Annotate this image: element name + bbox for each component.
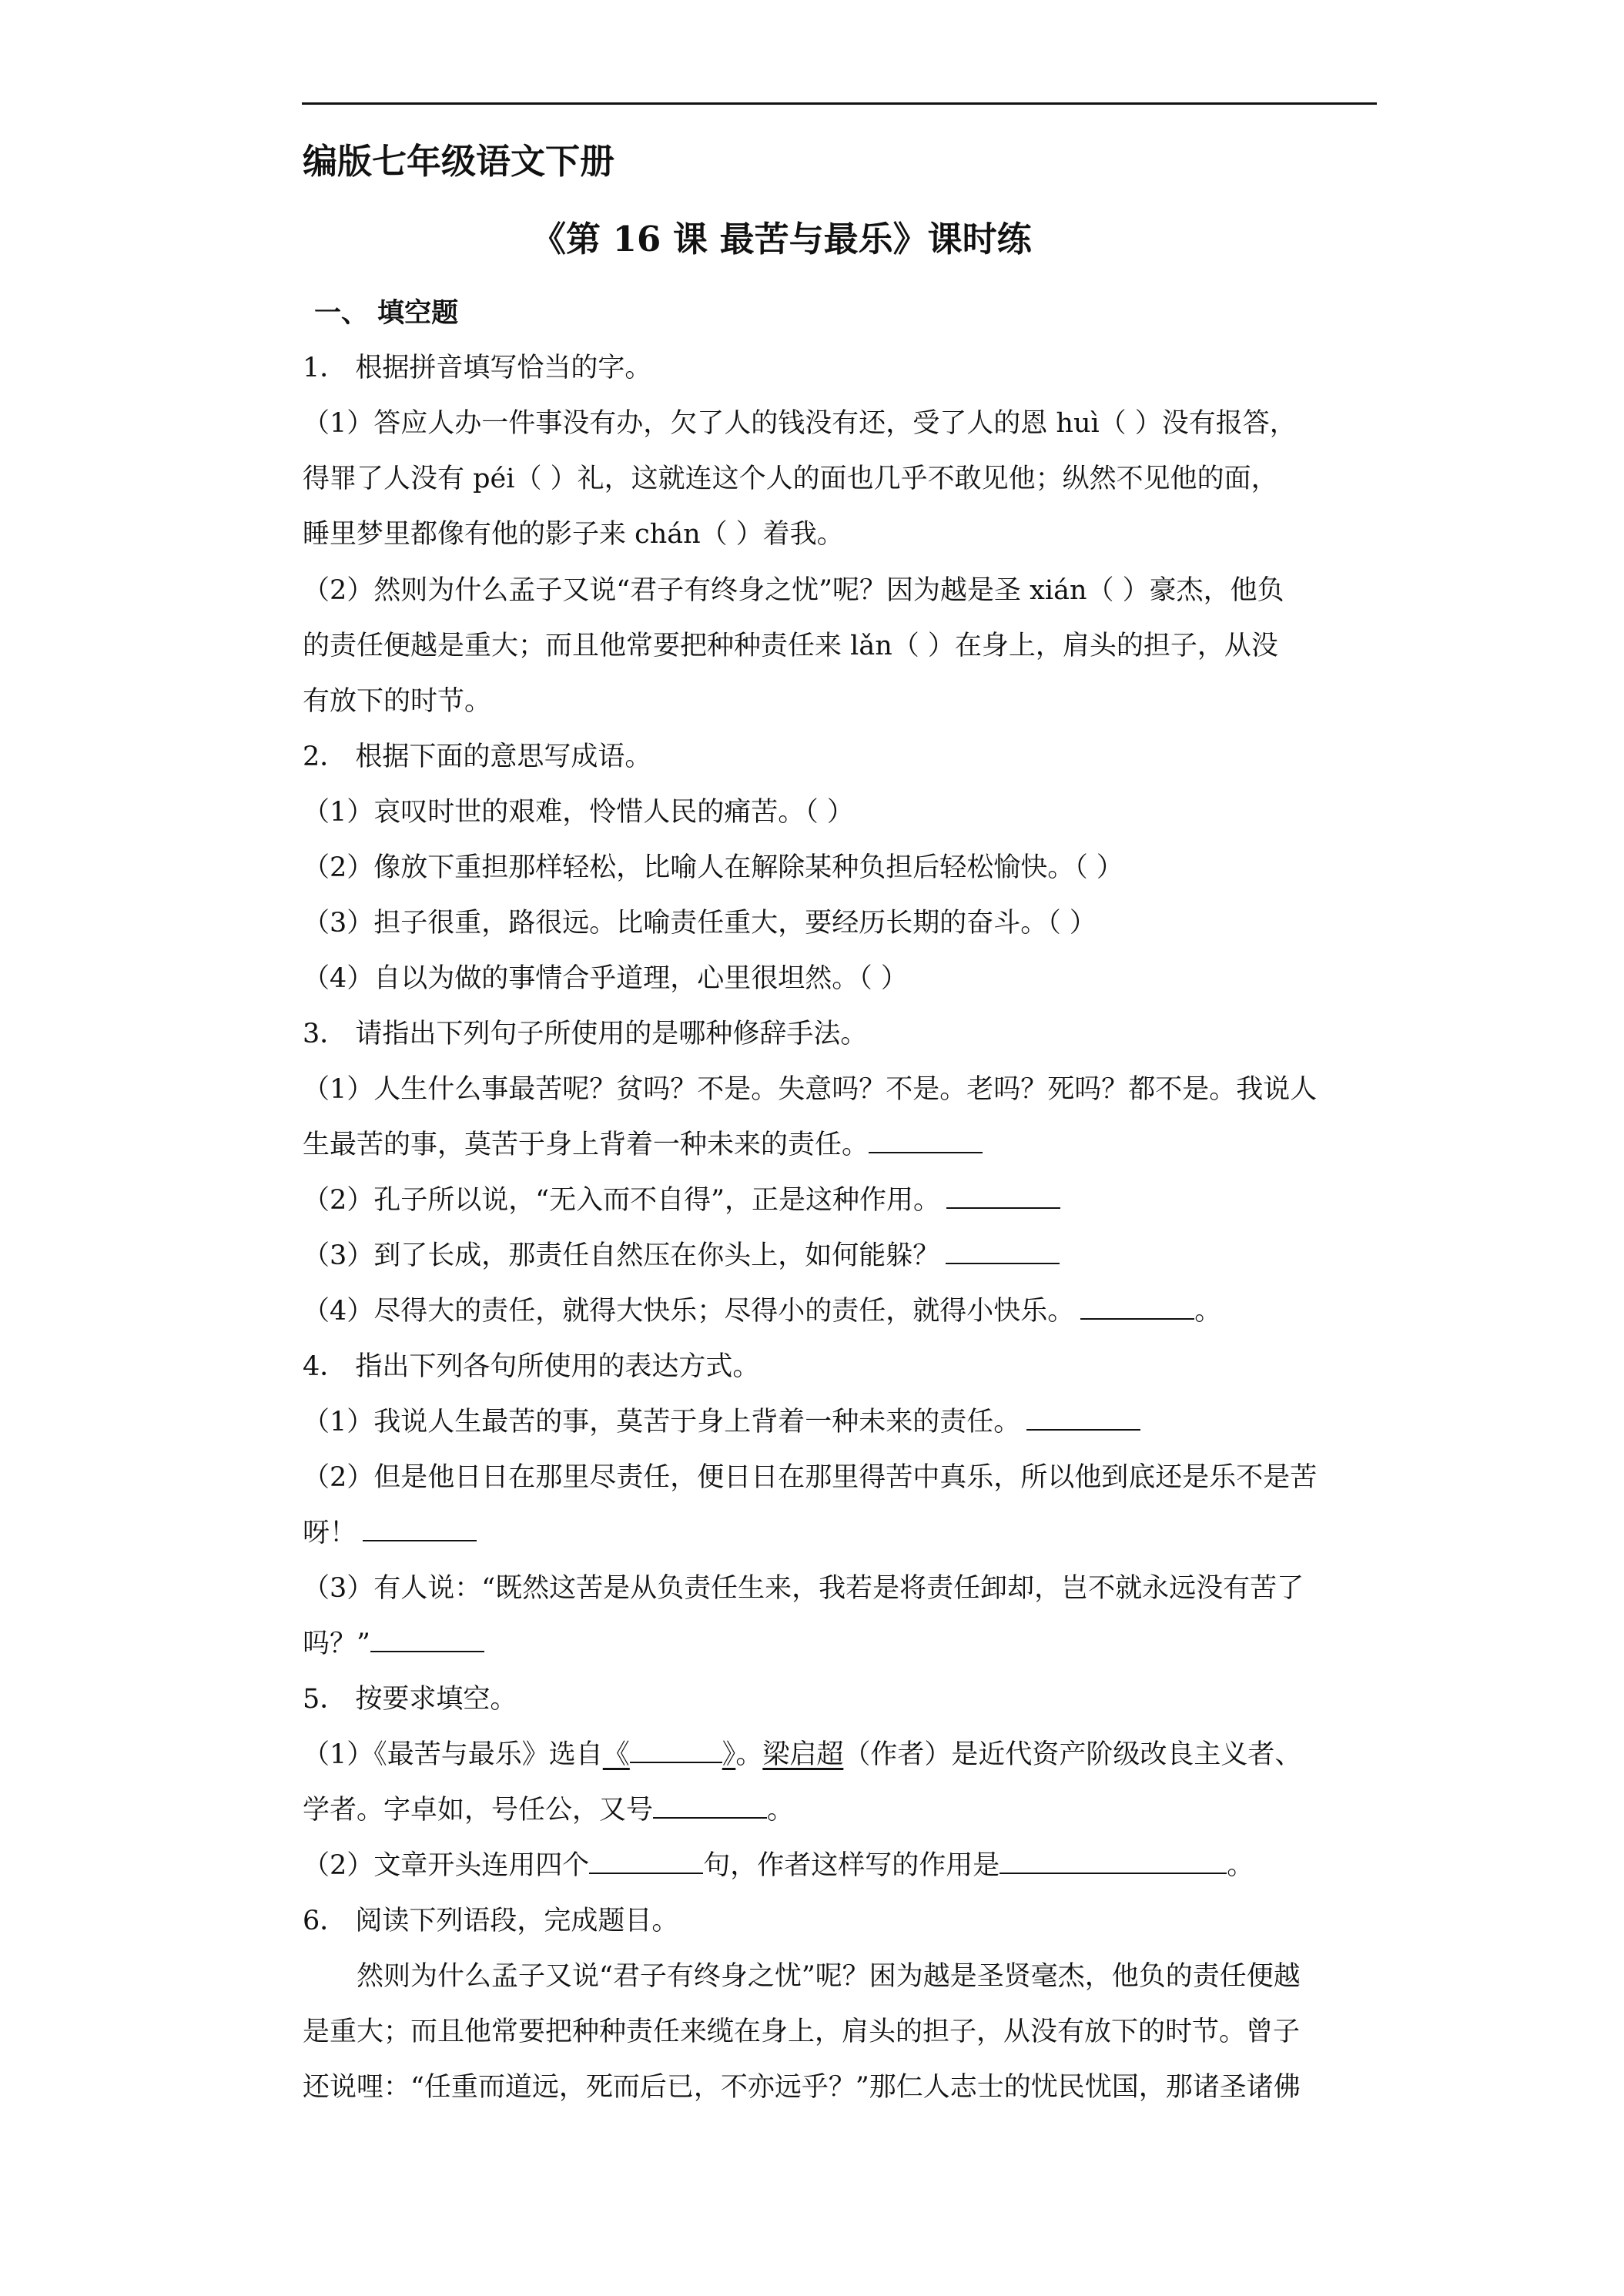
passage-line3: 还说哩：“任重而道远，死而后已，不亦远乎？”那仁人志士的忧民忧国，那诸圣诸佛 <box>303 2072 1301 2103</box>
q2-part2: （2）像放下重担那样轻松，比喻人在解除某种负担后轻松愉快。（ ） <box>303 852 1123 883</box>
header-rule <box>302 102 1377 105</box>
passage-line2: 是重大；而且他常要把种种责任来缆在身上，肩头的担子，从没有放下的时节。曾子 <box>303 2017 1301 2047</box>
q1-part1-line1: （1）答应人办一件事没有办，欠了人的钱没有还，受了人的恩 huì（ ）没有报答， <box>303 408 1297 439</box>
q5-part2-text-a: （2）文章开头连用四个 <box>303 1850 590 1881</box>
answer-blank[interactable] <box>363 1517 477 1541</box>
q5-source-open: 《 <box>602 1739 630 1770</box>
q3-part2 <box>303 1183 1060 1217</box>
q1-part1-line2: 得罪了人没有 péi（ ）礼，这就连这个人的面也几乎不敢见他；纵然不见他的面， <box>303 464 1278 494</box>
q4-part3-text: 吗？” <box>303 1628 370 1659</box>
q1-part2-line3: 有放下的时节。 <box>303 686 492 717</box>
answer-blank[interactable] <box>370 1628 484 1652</box>
q4-part2-line2 <box>303 1516 477 1550</box>
q2-part4: （4）自以为做的事情合乎道理，心里很坦然。（ ） <box>303 963 908 994</box>
lesson-title: 《第 16 课 最苦与最乐》课时练 <box>531 219 1032 259</box>
q5-part2-text-b: 句，作者这样写的作用是 <box>703 1850 1000 1881</box>
q4-part3-line2 <box>303 1627 484 1661</box>
q5-part1-line2-end: 。 <box>767 1795 795 1826</box>
q3-part4 <box>303 1294 1221 1328</box>
q5-part2-end: 。 <box>1227 1850 1254 1881</box>
answer-blank[interactable] <box>630 1739 722 1763</box>
q3-part2-text: （2）孔子所以说，“无入而不自得”，正是这种作用。 <box>303 1185 941 1216</box>
q2-part1: （1）哀叹时世的艰难，怜惜人民的痛苦。（ ） <box>303 797 854 828</box>
question-2-stem: 2． 根据下面的意思写成语。 <box>303 741 652 772</box>
answer-blank[interactable] <box>1000 1849 1227 1874</box>
answer-blank[interactable] <box>1026 1406 1140 1431</box>
q5-author-desc: （作者）是近代资产阶级改良主义者、 <box>843 1739 1302 1770</box>
question-5-stem: 5． 按要求填空。 <box>303 1684 517 1715</box>
document-title: 编版七年级语文下册 <box>303 141 615 182</box>
answer-blank[interactable] <box>1080 1295 1194 1320</box>
q4-part1-text: （1）我说人生最苦的事，莫苦于身上背着一种未来的责任。 <box>303 1407 1021 1438</box>
q5-period: 。 <box>735 1739 763 1770</box>
q5-author-name: 梁启超 <box>762 1739 844 1770</box>
q5-part1-line2-text: 学者。字卓如，号任公，又号 <box>303 1795 654 1826</box>
q2-part3: （3）担子很重，路很远。比喻责任重大，要经历长期的奋斗。（ ） <box>303 908 1097 939</box>
answer-blank[interactable] <box>946 1184 1060 1209</box>
answer-blank[interactable] <box>946 1240 1060 1264</box>
q3-part3 <box>303 1239 1060 1273</box>
q3-part1-line2 <box>303 1128 983 1162</box>
q4-part1 <box>303 1405 1140 1439</box>
question-1-stem: 1． 根据拼音填写恰当的字。 <box>303 353 652 383</box>
q4-part2-line1: （2）但是他日日在那里尽责任，便日日在那里得苦中真乐，所以他到底还是乐不是苦 <box>303 1462 1318 1493</box>
q3-part3-text: （3）到了长成，那责任自然压在你头上，如何能躲？ <box>303 1240 940 1271</box>
q1-part2-line1: （2）然则为什么孟子又说“君子有终身之忧”呢？因为越是圣 xián（ ）豪杰，他负 <box>303 575 1284 606</box>
q3-part1-text: 生最苦的事，莫苦于身上背着一种未来的责任。 <box>303 1130 869 1160</box>
q5-part2 <box>303 1849 1254 1883</box>
q4-part2-text: 呀！ <box>303 1518 357 1548</box>
q1-part1-line3: 睡里梦里都像有他的影子来 chán（ ）着我。 <box>303 519 844 550</box>
answer-blank[interactable] <box>869 1129 983 1153</box>
q3-part4-end: 。 <box>1194 1296 1222 1327</box>
q5-part1-text: （1）《最苦与最乐》选自 <box>303 1739 603 1770</box>
question-4-stem: 4． 指出下列各句所使用的表达方式。 <box>303 1351 760 1382</box>
answer-blank[interactable] <box>653 1794 767 1819</box>
q3-part1-line1: （1）人生什么事最苦呢？贫吗？不是。失意吗？不是。老吗？死吗？都不是。我说人 <box>303 1074 1318 1105</box>
q5-part1-line2 <box>303 1793 794 1827</box>
answer-blank[interactable] <box>589 1849 703 1874</box>
q1-part2-line2: 的责任便越是重大；而且他常要把种种责任来 lǎn（ ）在身上，肩头的担子，从没 <box>303 631 1278 661</box>
q4-part3-line1: （3）有人说：“既然这苦是从负责任生来，我若是将责任卸却，岂不就永远没有苦了 <box>303 1573 1304 1604</box>
q3-part4-text: （4）尽得大的责任，就得大快乐；尽得小的责任，就得小快乐。 <box>303 1296 1075 1327</box>
q5-part1-line1 <box>303 1738 1301 1772</box>
passage-line1: 然则为什么孟子又说“君子有终身之忧”呢？困为越是圣贤毫杰，他负的责任便越 <box>357 1961 1301 1992</box>
question-3-stem: 3． 请指出下列句子所使用的是哪种修辞手法。 <box>303 1019 868 1049</box>
q5-source-close: 》 <box>722 1739 736 1770</box>
section-heading: 一、 填空题 <box>314 297 459 329</box>
question-6-stem: 6． 阅读下列语段，完成题目。 <box>303 1906 679 1936</box>
